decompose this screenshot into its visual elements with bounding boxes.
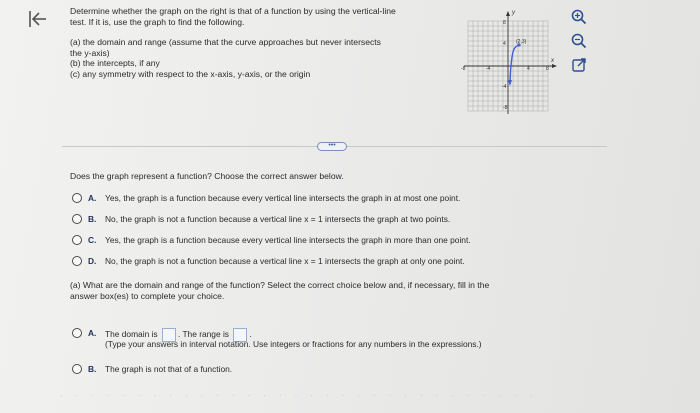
choice-a[interactable] — [72, 193, 612, 214]
graph-tools — [570, 8, 594, 80]
part-a-prompt — [70, 280, 580, 301]
not-function-letter: B. — [88, 364, 97, 374]
x-axis-label: x — [551, 58, 554, 64]
not-function-text: The graph is not that of a function. — [105, 364, 233, 374]
domain-prefix: The domain is — [105, 329, 158, 340]
range-prefix: . The range is — [177, 329, 229, 340]
question-item-a-1: (a) the domain and range (assume that the curve approaches but never intersects — [70, 37, 381, 48]
question-item-c: (c) any symmetry with respect to the x-axis, y-axis, or the origin — [70, 68, 311, 79]
choice-c-letter: C. — [88, 235, 97, 245]
x-max-label: 8 — [546, 66, 549, 72]
question-line-1: Determine whether the graph on the right is that of a function by using the vertical-line — [70, 6, 396, 16]
choice-d[interactable] — [72, 256, 612, 277]
choice-a-letter: A. — [88, 193, 97, 203]
x-axis-arrow-icon — [552, 64, 557, 68]
x-min-label: -8 — [461, 66, 466, 72]
collapse-left-icon[interactable] — [26, 8, 48, 30]
function-graph — [458, 6, 558, 116]
radio-choice-a[interactable] — [72, 193, 82, 203]
cut-off-content: · · · · · · · · · · · · · · · · · · · · · · · · · · · · · · · — [60, 393, 538, 399]
zoom-in-icon[interactable] — [570, 8, 588, 26]
domain-range-letter: A. — [88, 328, 97, 338]
point-label: (2,3) — [516, 39, 527, 45]
choice-c-text: Yes, the graph is a function because every vertical line intersects the graph in more than one point. — [105, 235, 471, 245]
function-prompt: Does the graph represent a function? Choose the correct answer below. — [70, 171, 344, 181]
not-function-choice[interactable] — [72, 364, 372, 385]
radio-choice-b[interactable] — [72, 214, 82, 224]
function-curve — [510, 45, 519, 82]
choice-c[interactable] — [72, 235, 612, 256]
choice-d-letter: D. — [88, 256, 97, 266]
curve-down-arrow-icon — [508, 80, 512, 86]
question-item-b: (b) the intercepts, if any — [70, 58, 160, 69]
y-axis-arrow-icon — [506, 11, 510, 16]
range-suffix: . — [249, 329, 252, 340]
y-min-label: -8 — [503, 105, 508, 111]
y-pos-tick-label: 4 — [503, 41, 506, 47]
radio-choice-c[interactable] — [72, 235, 82, 245]
function-choices — [72, 193, 612, 277]
y-neg-tick-label: -4 — [502, 84, 507, 90]
choice-b[interactable] — [72, 214, 612, 235]
x-pos-tick-label: 4 — [527, 66, 530, 72]
part-a-choice-b — [72, 364, 372, 385]
x-neg-tick-label: -4 — [486, 66, 491, 72]
expand-toggle-button[interactable]: ••• — [317, 142, 347, 151]
choice-a-text: Yes, the graph is a function because every vertical line intersects the graph in at most one point. — [105, 193, 461, 203]
question-line-2: test. If it is, use the graph to find the following. — [70, 16, 245, 27]
part-a-line-1: (a) What are the domain and range of the function? Select the correct choice below and, if necessary, fill in the — [70, 280, 490, 290]
graph-axes — [464, 15, 553, 114]
question-text — [70, 6, 455, 80]
part-a-line-2: answer box(es) to complete your choice. — [70, 290, 225, 301]
choice-d-text: No, the graph is not a function because a vertical line x = 1 intersects the graph at only one point. — [105, 256, 465, 266]
zoom-out-icon[interactable] — [570, 32, 588, 50]
interval-notation-hint: (Type your answers in interval notation. Use integers or fractions for any numbers in the expressions.) — [105, 339, 482, 349]
radio-domain-range[interactable] — [72, 328, 82, 338]
y-max-label: 8 — [503, 20, 506, 26]
choice-b-letter: B. — [88, 214, 97, 224]
question-item-a-2: the y-axis) — [70, 47, 110, 58]
y-axis-label: y — [512, 10, 515, 16]
radio-choice-d[interactable] — [72, 256, 82, 266]
radio-not-function[interactable] — [72, 364, 82, 374]
choice-b-text: No, the graph is not a function because a vertical line x = 1 intersects the graph at two points. — [105, 214, 451, 224]
open-external-icon[interactable] — [570, 56, 588, 74]
